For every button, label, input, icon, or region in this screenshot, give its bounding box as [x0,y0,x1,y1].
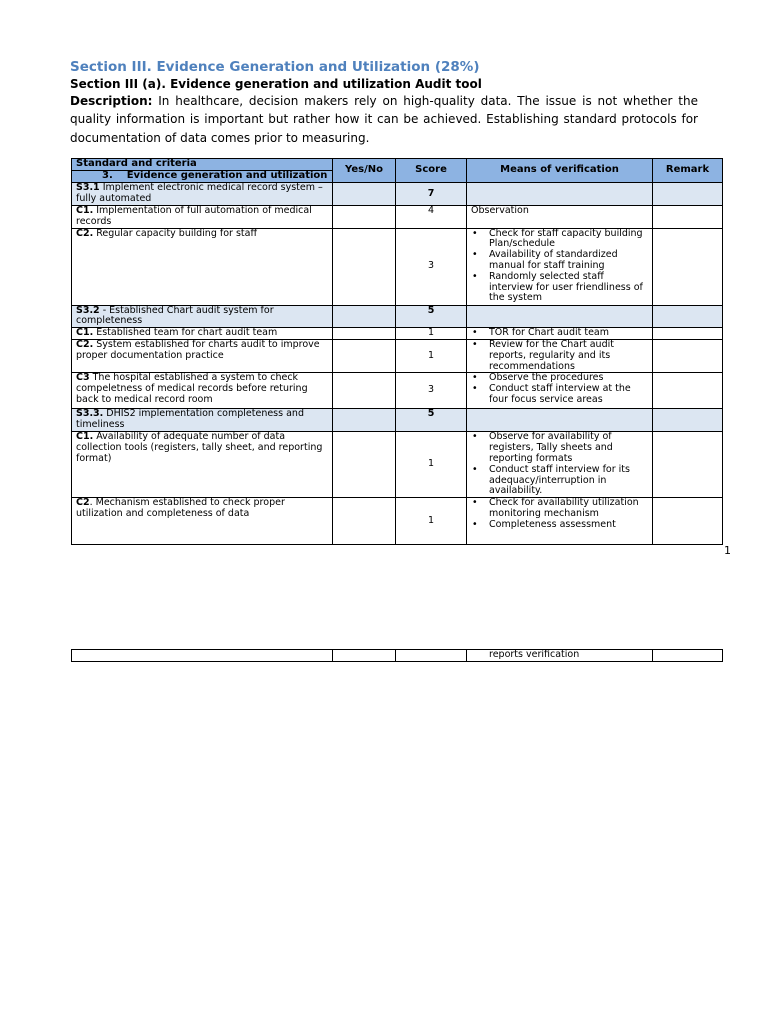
means-cell [467,409,653,432]
standard-text: DHIS2 implementation completeness and timeliness [76,408,304,431]
criteria-text: . Mechanism established to check proper utilization and completeness of data [76,497,285,520]
remark-cell[interactable] [653,498,723,545]
means-item: • Observe the procedures [489,373,648,384]
criteria-code: C2. [76,227,94,239]
header-standard-label: Standard and criteria [72,159,332,171]
means-cell [467,305,653,328]
criteria-text: Availability of adequate number of data collection tools (registers, tally sheet, and reporting format) [76,431,323,464]
remark-cell[interactable] [653,328,723,340]
means-item: • Availability of standardized manual for staff training [489,250,648,272]
yesno-cell[interactable] [333,650,396,662]
means-cell [467,328,653,340]
description-label: Description: [70,94,153,108]
criteria-code: C3 [76,372,90,384]
means-item: • Review for the Chart audit reports, regularity and its recommendations [489,340,648,372]
header-standard [72,159,333,183]
remark-cell[interactable] [653,409,723,432]
criteria-text: System established for charts audit to improve proper documentation practice [76,338,320,361]
criteria-cell [72,650,333,662]
criteria-code: C1. [76,431,94,443]
criteria-code: C2 [76,497,90,509]
yesno-cell[interactable] [333,328,396,340]
means-cell [467,498,653,545]
standard-code: S3.2 [76,304,100,316]
header-section-num: 3. [102,170,113,181]
yesno-cell[interactable] [333,305,396,328]
remark-cell[interactable] [653,373,723,409]
standard-cell [72,409,333,432]
description [70,92,698,147]
page-number: 1 [724,544,731,557]
criteria-text: The hospital established a system to check compeletness of medical records before returing back to medical record room [76,372,308,405]
remark-cell[interactable] [653,339,723,372]
table-row [72,206,723,229]
header-means: Means of verification [467,159,653,183]
means-cell [467,228,653,305]
header-section-title [72,171,332,182]
remark-cell[interactable] [653,206,723,229]
section-heading: Section III. Evidence Generation and Utilization (28%) [70,59,480,75]
score-cell: 1 [396,339,467,372]
score-cell: 1 [396,328,467,340]
score-cell: 1 [396,498,467,545]
means-item: • Check for availability utilization monitoring mechanism [489,498,648,520]
yesno-cell[interactable] [333,373,396,409]
header-remark: Remark [653,159,723,183]
means-cell [467,432,653,498]
section-subheading: Section III (a). Evidence generation and utilization Audit tool [70,77,482,91]
criteria-cell [72,328,333,340]
yesno-cell[interactable] [333,206,396,229]
means-item: • Observe for availability of registers, Tally sheets and reporting formats [489,432,648,464]
yesno-cell[interactable] [333,432,396,498]
score-cell [396,650,467,662]
remark-cell[interactable] [653,183,723,206]
criteria-cell [72,432,333,498]
means-item: • Completeness assessment [489,520,648,531]
continued-table [71,649,723,662]
yesno-cell[interactable] [333,183,396,206]
score-cell: 5 [396,409,467,432]
header-score: Score [396,159,467,183]
remark-cell[interactable] [653,228,723,305]
means-item: • Randomly selected staff interview for user friendliness of the system [489,272,648,304]
criteria-text: Regular capacity building for staff [93,227,257,239]
criteria-code: C1. [76,205,94,216]
table-row [72,305,723,328]
means-item: • Conduct staff interview for its adequacy/interruption in availability. [489,465,648,497]
means-cell [467,339,653,372]
yesno-cell[interactable] [333,228,396,305]
remark-cell[interactable] [653,305,723,328]
score-cell: 3 [396,373,467,409]
standard-code: S3.1 [76,182,100,193]
table-row [72,650,723,662]
table-row [72,339,723,372]
table-row [72,432,723,498]
table-row [72,228,723,305]
means-item: • Conduct staff interview at the four focus service areas [489,384,648,406]
yesno-cell[interactable] [333,409,396,432]
score-cell: 1 [396,432,467,498]
criteria-text: Established team for chart audit team [93,327,278,339]
criteria-cell [72,206,333,229]
criteria-cell [72,228,333,305]
criteria-code: C1. [76,327,94,339]
header-section-text: Evidence generation and utilization [126,170,328,181]
description-text: In healthcare, decision makers rely on high-quality data. The issue is not whether the quality information is important but rather how it can be achieved. Establishing standard protocols for documentation of data comes prior to measuring. [70,94,698,145]
criteria-cell [72,498,333,545]
yesno-cell[interactable] [333,339,396,372]
remark-cell[interactable] [653,432,723,498]
criteria-cell [72,339,333,372]
score-cell: 4 [396,206,467,229]
table-row [72,498,723,545]
table-row [72,373,723,409]
means-cell [467,183,653,206]
table-row [72,409,723,432]
score-cell: 7 [396,183,467,206]
means-cell: Observation [467,206,653,229]
criteria-code: C2. [76,338,94,350]
means-item: • Check for staff capacity building Plan/schedule [489,229,648,251]
standard-text: Implement electronic medical record system – fully automated [76,182,323,204]
audit-table [71,158,723,545]
means-cell: reports verification [467,650,653,662]
standard-cell [72,305,333,328]
criteria-text: Implementation of full automation of medical records [76,205,312,227]
yesno-cell[interactable] [333,498,396,545]
table-row [72,183,723,206]
score-cell: 5 [396,305,467,328]
means-item: • TOR for Chart audit team [489,328,648,339]
standard-cell [72,183,333,206]
remark-cell[interactable] [653,650,723,662]
score-cell: 3 [396,228,467,305]
means-cell [467,373,653,409]
criteria-cell [72,373,333,409]
standard-text: - Established Chart audit system for completeness [76,304,274,327]
table-header-row [72,159,723,183]
standard-code: S3.3. [76,408,104,420]
table-row [72,328,723,340]
header-yesno: Yes/No [333,159,396,183]
